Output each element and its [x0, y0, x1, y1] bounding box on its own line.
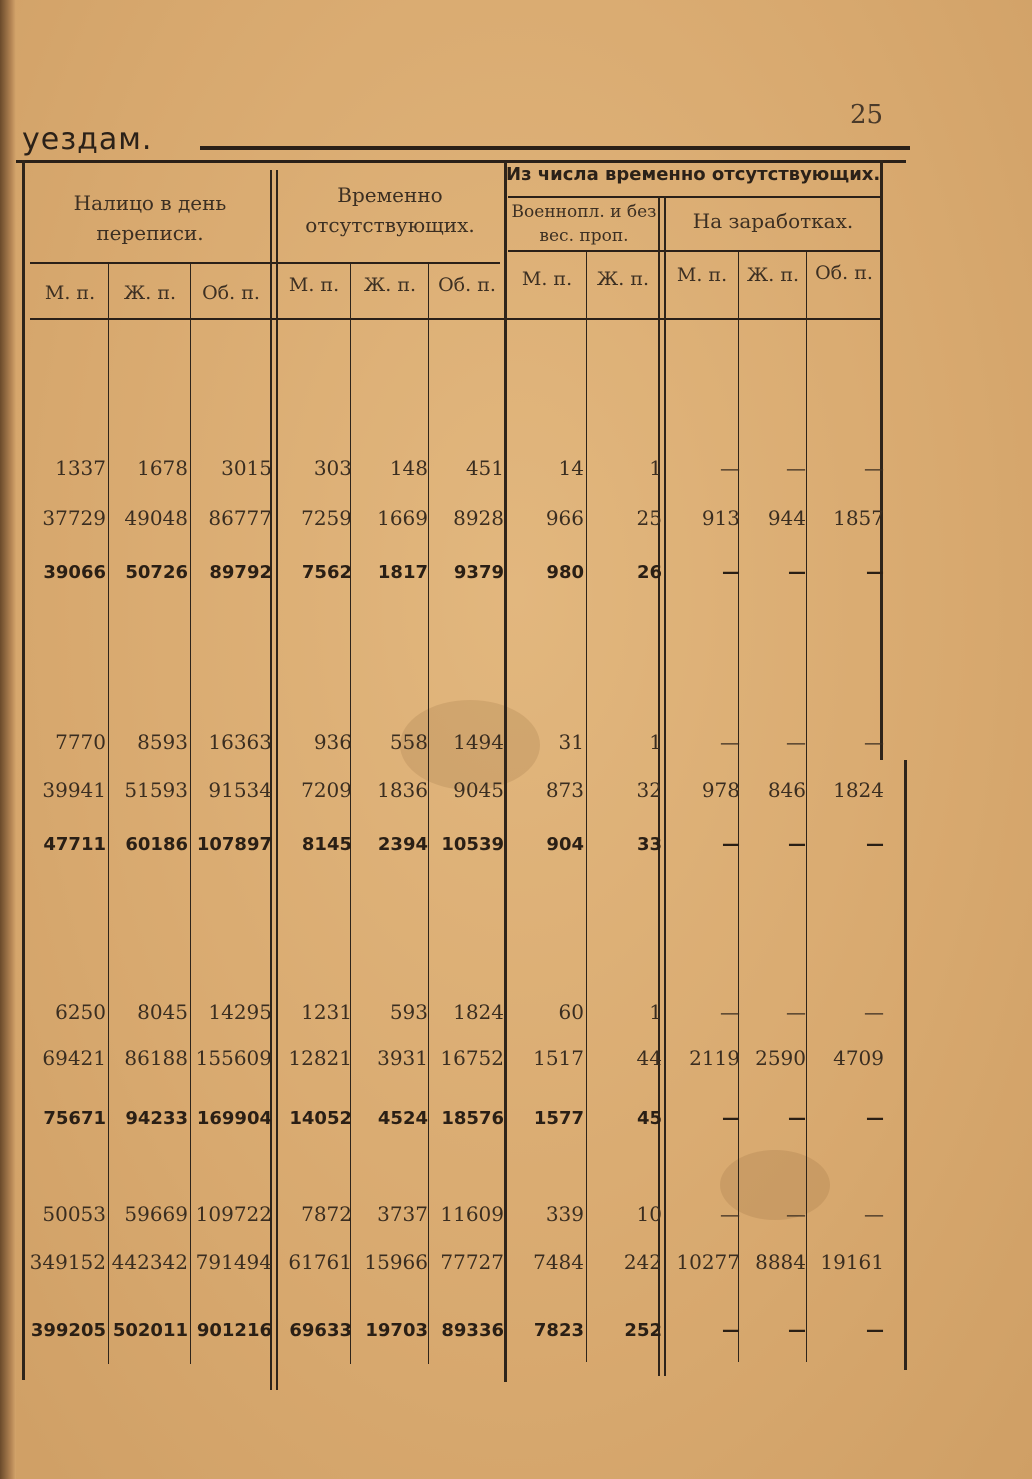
table-cell: 19161: [820, 1250, 884, 1274]
table-cell: —: [722, 1320, 740, 1341]
subheader-ob: Об. п.: [438, 274, 496, 296]
table-cell: 10539: [441, 834, 504, 855]
subheader-zh: Ж. п.: [363, 274, 417, 296]
table-cell: 846: [767, 778, 806, 802]
table-cell: 1824: [833, 778, 884, 802]
table-cell: 8884: [755, 1250, 806, 1274]
page-number: 25: [850, 100, 884, 130]
table-cell: 14052: [289, 1108, 352, 1129]
table-cell: 14: [558, 456, 584, 480]
table-cell: 47711: [43, 834, 106, 855]
table-cell: —: [720, 730, 740, 754]
column-rule: [22, 160, 25, 1380]
subheader-ob: Об. п.: [815, 262, 873, 284]
table-cell: 18576: [441, 1108, 504, 1129]
table-cell: —: [788, 1320, 806, 1341]
table-cell: 6250: [55, 1000, 106, 1024]
table-cell: —: [866, 1108, 884, 1129]
table-cell: 9379: [453, 562, 504, 583]
column-rule: [738, 252, 739, 1362]
table-cell: 15966: [364, 1250, 428, 1274]
table-cell: 593: [389, 1000, 428, 1024]
table-cell: 904: [546, 834, 584, 855]
table-cell: 50053: [42, 1202, 106, 1226]
table-cell: 4524: [377, 1108, 428, 1129]
table-cell: 61761: [288, 1250, 352, 1274]
table-cell: 873: [545, 778, 584, 802]
table-cell: 339: [545, 1202, 584, 1226]
table-cell: 86188: [124, 1046, 188, 1070]
table-cell: 7259: [301, 506, 352, 530]
table-cell: 109722: [195, 1202, 272, 1226]
column-rule: [504, 162, 507, 1382]
column-rule: [806, 252, 807, 1362]
header-present: Налицо в день переписи.: [73, 191, 227, 245]
table-cell: —: [864, 1000, 884, 1024]
column-rule: [664, 196, 666, 1376]
table-cell: 169904: [196, 1108, 272, 1129]
top-rule: [16, 160, 906, 163]
table-cell: 442342: [111, 1250, 188, 1274]
table-cell: 14295: [208, 1000, 272, 1024]
table-cell: 39066: [43, 562, 106, 583]
table-cell: 451: [465, 456, 504, 480]
table-cell: 10: [636, 1202, 662, 1226]
table-cell: 16363: [208, 730, 272, 754]
table-cell: 944: [767, 506, 806, 530]
table-cell: —: [722, 834, 740, 855]
table-cell: 51593: [124, 778, 188, 802]
table-cell: 16752: [440, 1046, 504, 1070]
table-cell: 1: [649, 1000, 662, 1024]
column-rule: [108, 264, 109, 1364]
table-cell: 12821: [288, 1046, 352, 1070]
table-cell: 252: [624, 1320, 662, 1341]
table-cell: 7484: [533, 1250, 584, 1274]
column-rule: [276, 170, 278, 1390]
table-cell: 155609: [195, 1046, 272, 1070]
table-cell: 1517: [533, 1046, 584, 1070]
table-cell: 1678: [137, 456, 188, 480]
header-military: Военнопл. и без вес. проп.: [511, 202, 657, 246]
table-cell: 45: [636, 1108, 662, 1129]
table-cell: 32: [636, 778, 662, 802]
table-cell: 980: [546, 562, 584, 583]
header-temp-absent: Временно отсутствующих.: [305, 183, 475, 237]
table-cell: 1577: [533, 1108, 584, 1129]
table-cell: 7770: [55, 730, 106, 754]
table-cell: —: [866, 1320, 884, 1341]
table-cell: 69633: [289, 1320, 352, 1341]
subheader-zh: Ж. п.: [123, 282, 177, 304]
table-cell: 8145: [301, 834, 352, 855]
table-cell: 91534: [208, 778, 272, 802]
table-cell: 502011: [112, 1320, 188, 1341]
table-cell: 75671: [43, 1108, 106, 1129]
table-cell: 791494: [195, 1250, 272, 1274]
column-rule: [190, 264, 191, 1364]
table-cell: 558: [389, 730, 428, 754]
table-cell: 1824: [453, 1000, 504, 1024]
table-cell: 8928: [453, 506, 504, 530]
table-cell: 8593: [137, 730, 188, 754]
table-cell: —: [786, 1000, 806, 1024]
table-cell: —: [864, 1202, 884, 1226]
section-title: уездам.: [22, 122, 153, 157]
subheader-rule: [30, 262, 500, 264]
table-cell: 86777: [208, 506, 272, 530]
table-cell: 349152: [29, 1250, 106, 1274]
table-cell: 49048: [124, 506, 188, 530]
table-cell: 44: [636, 1046, 662, 1070]
table-cell: 107897: [196, 834, 272, 855]
table-cell: 37729: [42, 506, 106, 530]
table-cell: 1231: [301, 1000, 352, 1024]
header-bottom-rule: [30, 318, 880, 320]
subheader-zh: Ж. п.: [746, 264, 800, 286]
table-cell: 4709: [833, 1046, 884, 1070]
book-spine: [0, 0, 16, 1479]
subheader-m: М. п.: [288, 274, 340, 296]
table-cell: 19703: [365, 1320, 428, 1341]
subheader-ob: Об. п.: [202, 282, 260, 304]
table-cell: 77727: [440, 1250, 504, 1274]
table-cell: 10277: [676, 1250, 740, 1274]
table-cell: 1817: [377, 562, 428, 583]
table-cell: —: [788, 1108, 806, 1129]
table-cell: 39941: [42, 778, 106, 802]
table-cell: 2394: [377, 834, 428, 855]
table-cell: 25: [636, 506, 662, 530]
table-cell: 7823: [533, 1320, 584, 1341]
table-cell: 148: [389, 456, 428, 480]
table-cell: 7562: [301, 562, 352, 583]
table-cell: 9045: [453, 778, 504, 802]
subheader-m: М. п.: [521, 268, 573, 290]
table-cell: 89336: [441, 1320, 504, 1341]
table-cell: —: [786, 456, 806, 480]
table-cell: 3015: [221, 456, 272, 480]
table-cell: —: [720, 1000, 740, 1024]
table-cell: 8045: [137, 1000, 188, 1024]
column-rule: [350, 264, 351, 1364]
table-cell: 399205: [30, 1320, 106, 1341]
top-rule: [200, 146, 910, 150]
table-cell: 60: [558, 1000, 584, 1024]
table-cell: 26: [636, 562, 662, 583]
table-cell: 3737: [377, 1202, 428, 1226]
table-cell: —: [720, 1202, 740, 1226]
table-cell: 89792: [209, 562, 272, 583]
table-cell: 31: [558, 730, 584, 754]
table-cell: 11609: [440, 1202, 504, 1226]
table-cell: 913: [701, 506, 740, 530]
table-cell: —: [866, 562, 884, 583]
subheader-m: М. п.: [44, 282, 96, 304]
table-cell: 978: [701, 778, 740, 802]
table-cell: 50726: [125, 562, 188, 583]
table-cell: 1494: [453, 730, 504, 754]
header-earnings: На заработках.: [692, 209, 854, 233]
subheader-zh: Ж. п.: [596, 268, 650, 290]
table-cell: 936: [313, 730, 352, 754]
column-rule: [904, 760, 907, 1370]
table-cell: 7209: [301, 778, 352, 802]
table-cell: —: [788, 834, 806, 855]
table-cell: 966: [545, 506, 584, 530]
table-cell: 3931: [377, 1046, 428, 1070]
table-cell: 69421: [42, 1046, 106, 1070]
table-cell: 94233: [125, 1108, 188, 1129]
table-cell: —: [864, 456, 884, 480]
table-cell: 242: [623, 1250, 662, 1274]
table-cell: 33: [636, 834, 662, 855]
subheader-m: М. п.: [676, 264, 728, 286]
table-cell: 1669: [377, 506, 428, 530]
table-cell: 1337: [55, 456, 106, 480]
subheader-rule: [508, 196, 880, 198]
table-cell: —: [722, 1108, 740, 1129]
table-cell: 1: [649, 730, 662, 754]
table-cell: 2119: [689, 1046, 740, 1070]
subheader-rule: [508, 250, 880, 252]
table-cell: —: [786, 1202, 806, 1226]
table-cell: 60186: [125, 834, 188, 855]
table-cell: —: [866, 834, 884, 855]
table-cell: —: [722, 562, 740, 583]
table-cell: 901216: [196, 1320, 272, 1341]
table-cell: —: [786, 730, 806, 754]
table-cell: 1: [649, 456, 662, 480]
table-cell: —: [720, 456, 740, 480]
table-cell: 303: [313, 456, 352, 480]
table-cell: 1857: [833, 506, 884, 530]
table-cell: 59669: [124, 1202, 188, 1226]
table-cell: 7872: [301, 1202, 352, 1226]
column-rule: [586, 252, 587, 1362]
table-cell: —: [788, 562, 806, 583]
header-of-temp-absent: Из числа временно отсутствующих.: [506, 164, 881, 185]
table-cell: 1836: [377, 778, 428, 802]
table-cell: —: [864, 730, 884, 754]
column-rule: [428, 264, 429, 1364]
table-cell: 2590: [755, 1046, 806, 1070]
